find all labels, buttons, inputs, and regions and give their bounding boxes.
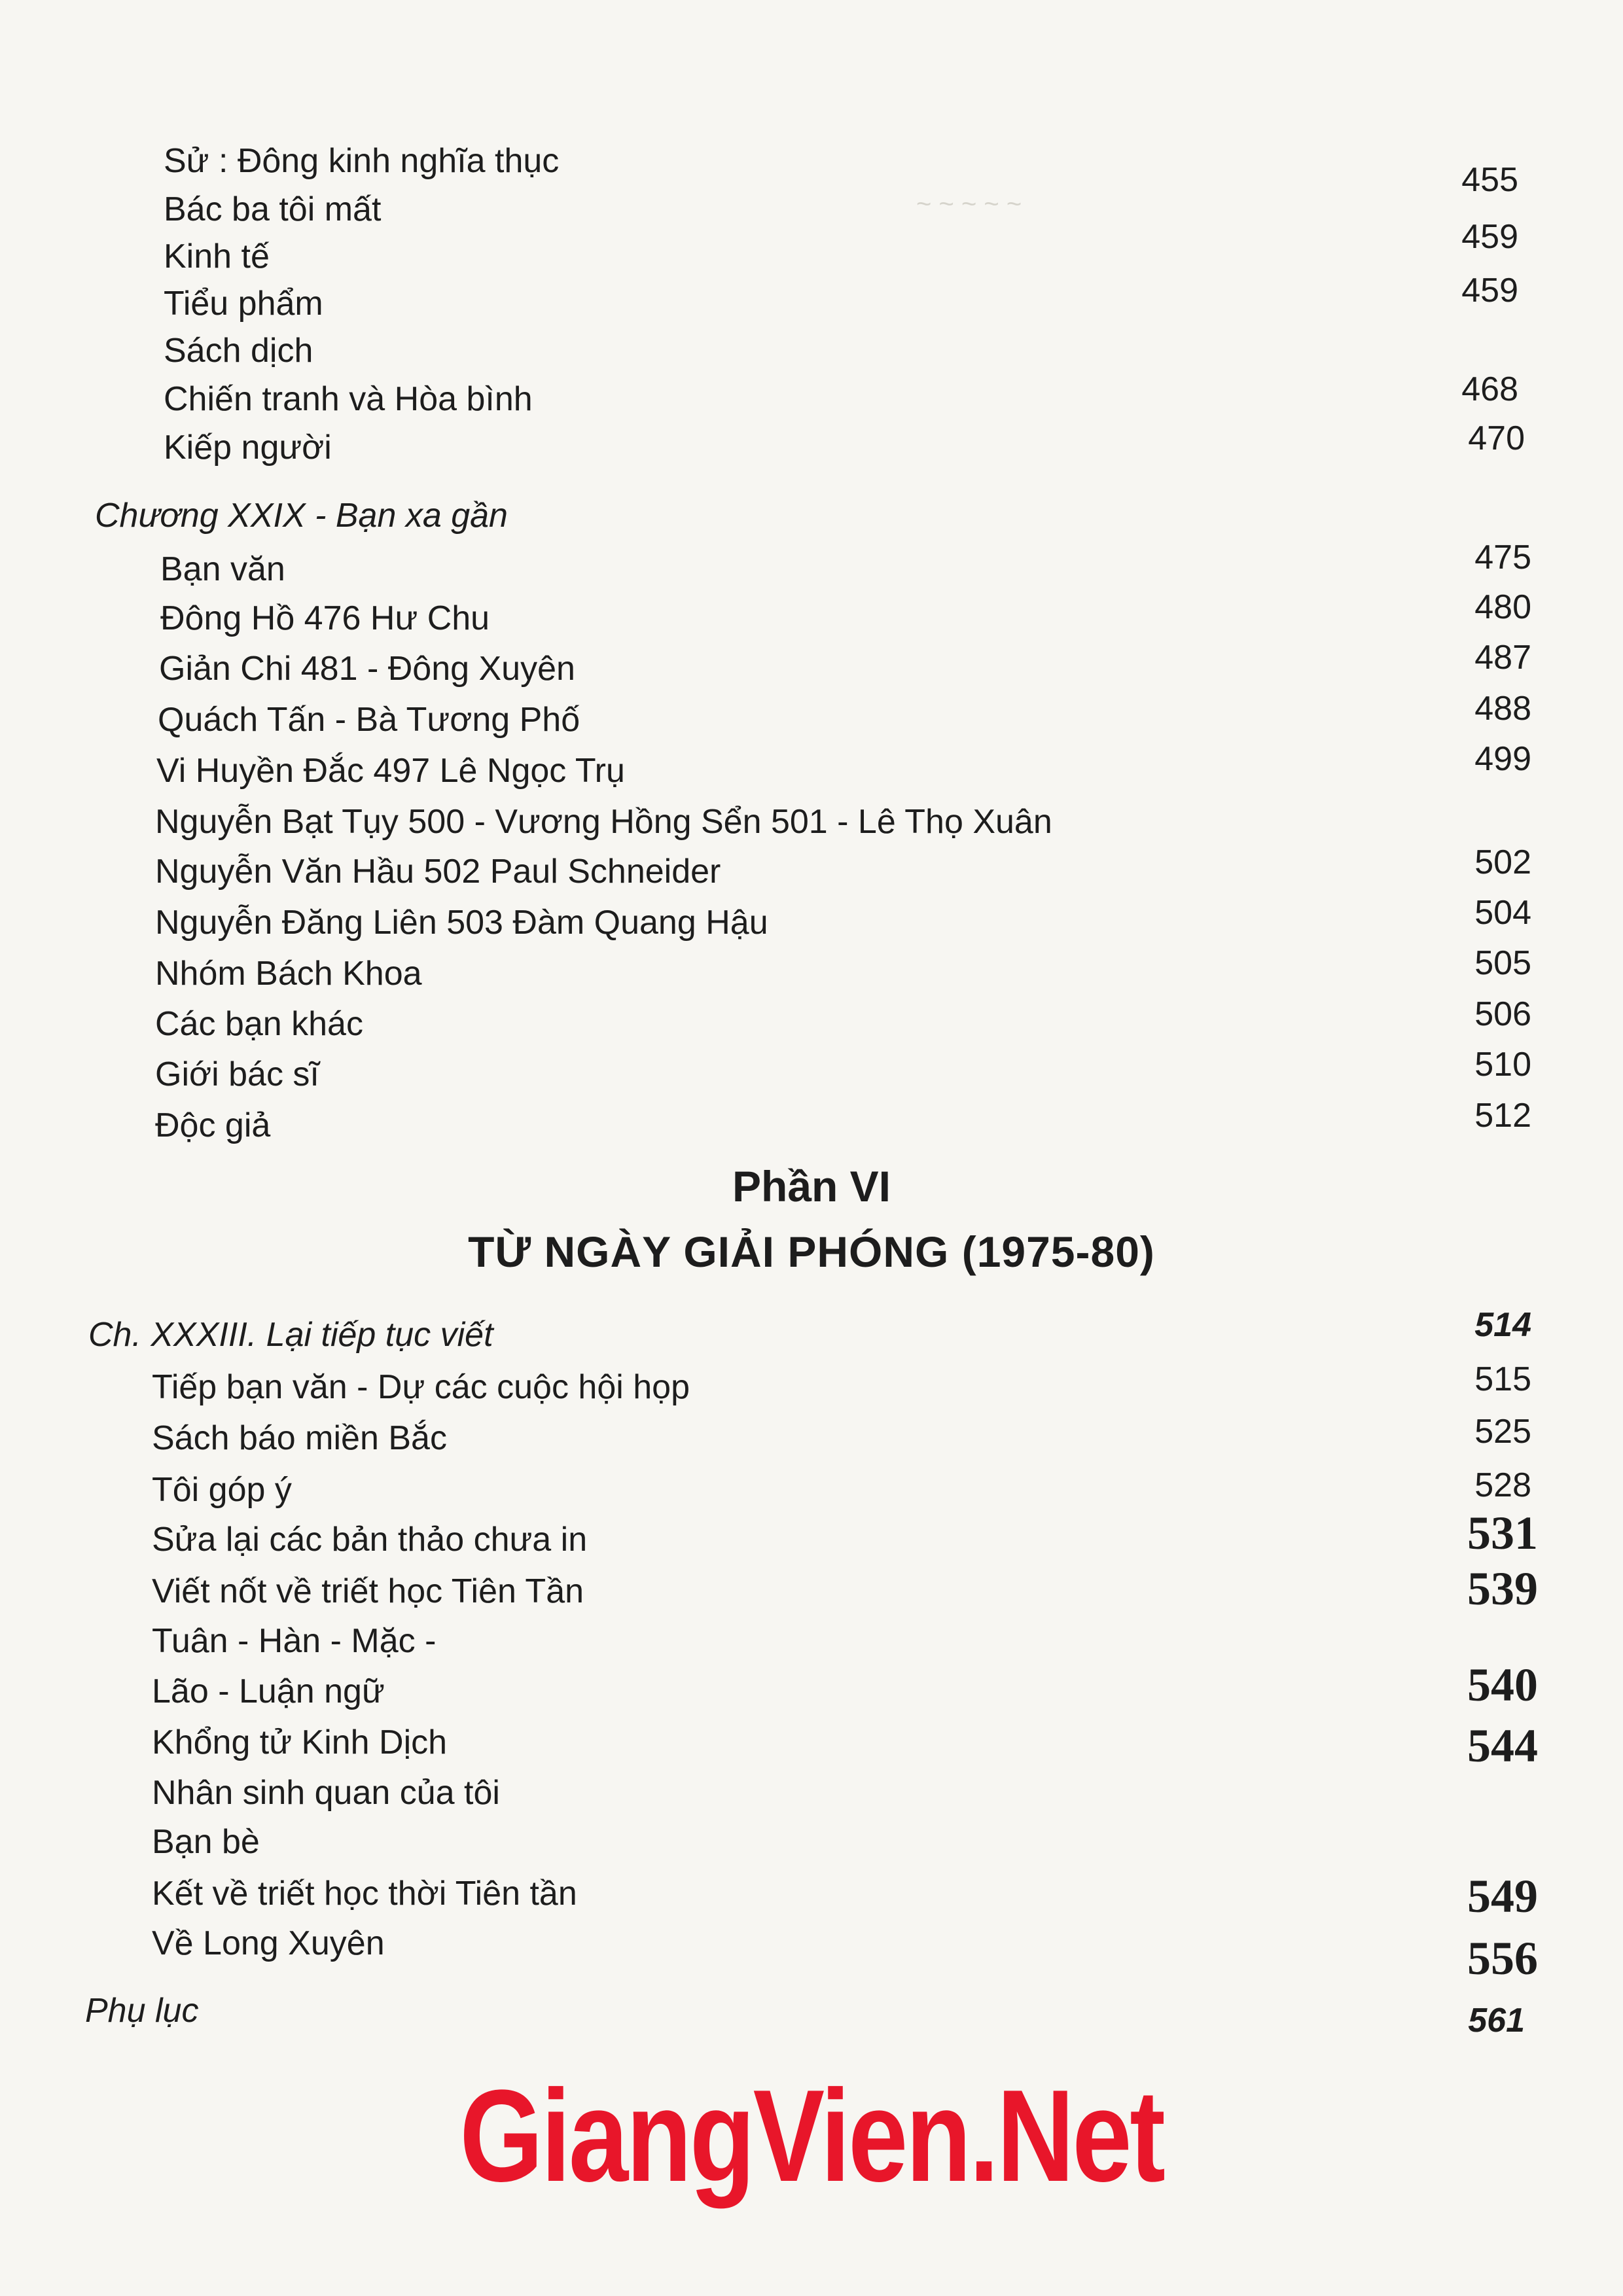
toc-entry: Bác ba tôi mất — [164, 190, 382, 228]
toc-entry: Giới bác sĩ — [155, 1055, 319, 1093]
chapter-title: Chương XXIX - Bạn xa gần — [95, 497, 508, 535]
toc-entry: Chiến tranh và Hòa bình — [164, 380, 533, 418]
toc-page-number: 475 — [1474, 539, 1531, 576]
toc-page-number: 510 — [1474, 1046, 1531, 1084]
toc-page-number: 470 — [1468, 419, 1525, 457]
toc-entry: Nguyễn Văn Hầu 502 Paul Schneider — [155, 853, 721, 891]
toc-entry: Viết nốt về triết học Tiên Tần — [152, 1572, 584, 1610]
toc-entry: Quách Tấn - Bà Tương Phố — [158, 701, 580, 739]
toc-entry: Nguyễn Bạt Tụy 500 - Vương Hồng Sển 501 - Lê Thọ Xuân — [155, 803, 1052, 841]
toc-entry: Tiểu phẩm — [164, 285, 323, 323]
toc-page-number: 459 — [1461, 218, 1518, 256]
toc-page-number: 505 — [1474, 944, 1531, 982]
toc-entry: Bạn văn — [160, 550, 285, 588]
toc-entry: Độc giả — [155, 1106, 271, 1144]
toc-entry: Giản Chi 481 - Đông Xuyên — [159, 650, 575, 688]
part-title: TỪ NGÀY GIẢI PHÓNG (1975-80) — [468, 1227, 1155, 1276]
toc-page-number: 506 — [1474, 995, 1531, 1033]
toc-entry: Tôi góp ý — [152, 1471, 292, 1509]
toc-page-number: 459 — [1461, 272, 1518, 309]
toc-entry: Kiếp người — [164, 429, 332, 467]
toc-page-number: 480 — [1474, 588, 1531, 626]
toc-entry: Nguyễn Đăng Liên 503 Đàm Quang Hậu — [155, 904, 768, 942]
toc-page-number: 556 — [1467, 1932, 1538, 1985]
toc-entry: Kết về triết học thời Tiên tần — [152, 1875, 577, 1913]
toc-entry: Tiếp bạn văn - Dự các cuộc hội họp — [152, 1368, 690, 1406]
toc-entry: Vi Huyền Đắc 497 Lê Ngọc Trụ — [156, 752, 625, 790]
toc-entry: Nhóm Bách Khoa — [155, 955, 422, 993]
appendix-title: Phụ lục — [85, 1992, 199, 2030]
part-heading: Phần VI — [732, 1162, 891, 1210]
toc-page-number: 561 — [1468, 2002, 1525, 2040]
toc-page-number: 515 — [1474, 1360, 1531, 1398]
toc-entry: Sử : Đông kinh nghĩa thục — [164, 142, 560, 180]
toc-page-number: 539 — [1467, 1563, 1538, 1615]
toc-page-number: 512 — [1474, 1097, 1531, 1135]
toc-page-number: 531 — [1467, 1507, 1538, 1559]
toc-page-number: 514 — [1474, 1306, 1531, 1344]
toc-entry: Kinh tế — [164, 238, 270, 275]
bleed-through-text: ~ ~ ~ ~ ~ — [916, 190, 1022, 219]
toc-entry: Nhân sinh quan của tôi — [152, 1774, 500, 1812]
toc-entry: Các bạn khác — [155, 1005, 363, 1043]
toc-entry: Khổng tử Kinh Dịch — [152, 1723, 448, 1761]
toc-page-number: 468 — [1461, 370, 1518, 408]
toc-entry: Sách báo miền Bắc — [152, 1419, 447, 1457]
toc-page-number: 549 — [1467, 1870, 1538, 1922]
toc-page-number: 504 — [1474, 894, 1531, 932]
toc-entry: Tuân - Hàn - Mặc - — [152, 1622, 437, 1660]
toc-page-number: 487 — [1474, 639, 1531, 677]
toc-page-number: 528 — [1474, 1466, 1531, 1504]
toc-page-number: 544 — [1467, 1720, 1538, 1772]
toc-page-number: 502 — [1474, 843, 1531, 881]
toc-entry: Sửa lại các bản thảo chưa in — [152, 1521, 588, 1559]
toc-page-number: 488 — [1474, 690, 1531, 728]
toc-entry: Bạn bè — [152, 1823, 260, 1861]
toc-page-number: 455 — [1461, 161, 1518, 199]
toc-entry: Về Long Xuyên — [152, 1924, 385, 1962]
toc-entry: Sách dịch — [164, 332, 313, 370]
chapter-title: Ch. XXXIII. Lại tiếp tục viết — [88, 1316, 493, 1354]
watermark-logo: GiangVien.Net — [459, 2063, 1164, 2209]
toc-page-number: 540 — [1467, 1659, 1538, 1711]
toc-entry: Lão - Luận ngữ — [152, 1672, 385, 1710]
toc-page-number: 499 — [1474, 740, 1531, 778]
toc-page-number: 525 — [1474, 1413, 1531, 1451]
toc-entry: Đông Hồ 476 Hư Chu — [160, 599, 490, 637]
